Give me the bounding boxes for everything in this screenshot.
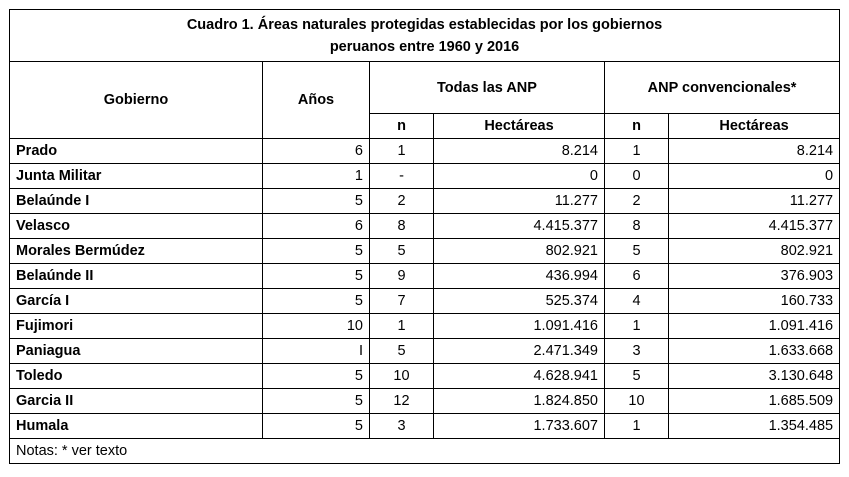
cell-anos: 5 <box>263 364 370 389</box>
table-row <box>10 364 840 389</box>
table-row <box>10 389 840 414</box>
cell-todas-n: 1 <box>370 314 434 339</box>
header-conv-hectareas: Hectáreas <box>669 114 840 139</box>
cell-anos: 1 <box>263 164 370 189</box>
cell-todas-n: 9 <box>370 264 434 289</box>
cell-todas-hectareas: 4.415.377 <box>434 214 605 239</box>
cell-todas-hectareas: 802.921 <box>434 239 605 264</box>
table-title-line-2: peruanos entre 1960 y 2016 <box>329 38 520 55</box>
cell-gobierno: Humala <box>10 414 263 439</box>
cell-gobierno: Belaúnde II <box>10 264 263 289</box>
cell-anos: I <box>263 339 370 364</box>
cell-anos: 6 <box>263 214 370 239</box>
cell-todas-hectareas: 0 <box>434 164 605 189</box>
cell-todas-hectareas: 2.471.349 <box>434 339 605 364</box>
cell-conv-hectareas: 0 <box>669 164 840 189</box>
cell-conv-hectareas: 8.214 <box>669 139 840 164</box>
table-title <box>10 10 840 62</box>
cell-gobierno: García I <box>10 289 263 314</box>
cell-todas-hectareas: 8.214 <box>434 139 605 164</box>
cell-conv-hectareas: 4.415.377 <box>669 214 840 239</box>
cell-conv-hectareas: 11.277 <box>669 189 840 214</box>
cell-gobierno: Fujimori <box>10 314 263 339</box>
cell-conv-n: 5 <box>605 239 669 264</box>
header-anos: Años <box>263 62 370 139</box>
header-todas-anp: Todas las ANP <box>370 62 605 114</box>
cell-anos: 6 <box>263 139 370 164</box>
table-row <box>10 339 840 364</box>
cell-conv-hectareas: 3.130.648 <box>669 364 840 389</box>
cell-conv-n: 1 <box>605 414 669 439</box>
table-row <box>10 314 840 339</box>
cell-conv-n: 3 <box>605 339 669 364</box>
table-row <box>10 414 840 439</box>
cell-todas-n: 8 <box>370 214 434 239</box>
cell-conv-n: 2 <box>605 189 669 214</box>
cell-gobierno: Velasco <box>10 214 263 239</box>
table-body <box>10 139 840 439</box>
cell-todas-hectareas: 4.628.941 <box>434 364 605 389</box>
cell-conv-hectareas: 1.633.668 <box>669 339 840 364</box>
header-anp-convencionales: ANP convencionales* <box>605 62 840 114</box>
header-todas-hectareas: Hectáreas <box>434 114 605 139</box>
cell-gobierno: Garcia II <box>10 389 263 414</box>
table-notes: Notas: * ver texto <box>10 439 840 464</box>
cell-anos: 5 <box>263 239 370 264</box>
table-row <box>10 214 840 239</box>
cell-conv-hectareas: 802.921 <box>669 239 840 264</box>
table-title-line-1: Cuadro 1. Áreas naturales protegidas establecidas por los gobiernos <box>186 16 663 33</box>
cell-todas-n: 3 <box>370 414 434 439</box>
cell-anos: 5 <box>263 264 370 289</box>
cell-anos: 5 <box>263 289 370 314</box>
cell-todas-n: 5 <box>370 239 434 264</box>
cell-todas-n: - <box>370 164 434 189</box>
cell-conv-n: 10 <box>605 389 669 414</box>
cell-anos: 5 <box>263 189 370 214</box>
cell-anos: 5 <box>263 414 370 439</box>
table-row <box>10 264 840 289</box>
cell-todas-hectareas: 1.824.850 <box>434 389 605 414</box>
anp-table <box>9 9 840 464</box>
cell-todas-hectareas: 525.374 <box>434 289 605 314</box>
cell-conv-n: 1 <box>605 139 669 164</box>
cell-gobierno: Paniagua <box>10 339 263 364</box>
cell-conv-n: 6 <box>605 264 669 289</box>
table-row <box>10 239 840 264</box>
cell-conv-n: 4 <box>605 289 669 314</box>
cell-conv-hectareas: 1.354.485 <box>669 414 840 439</box>
cell-todas-n: 7 <box>370 289 434 314</box>
cell-anos: 5 <box>263 389 370 414</box>
cell-gobierno: Junta Militar <box>10 164 263 189</box>
cell-anos: 10 <box>263 314 370 339</box>
cell-todas-n: 12 <box>370 389 434 414</box>
cell-conv-n: 5 <box>605 364 669 389</box>
table-row <box>10 289 840 314</box>
cell-gobierno: Belaúnde I <box>10 189 263 214</box>
cell-conv-hectareas: 1.091.416 <box>669 314 840 339</box>
header-todas-n: n <box>370 114 434 139</box>
table-row <box>10 189 840 214</box>
cell-todas-hectareas: 11.277 <box>434 189 605 214</box>
cell-todas-n: 2 <box>370 189 434 214</box>
header-conv-n: n <box>605 114 669 139</box>
cell-conv-n: 0 <box>605 164 669 189</box>
cell-conv-n: 1 <box>605 314 669 339</box>
cell-todas-n: 10 <box>370 364 434 389</box>
cell-todas-hectareas: 436.994 <box>434 264 605 289</box>
cell-conv-hectareas: 1.685.509 <box>669 389 840 414</box>
header-gobierno: Gobierno <box>10 62 263 139</box>
cell-conv-hectareas: 160.733 <box>669 289 840 314</box>
cell-todas-hectareas: 1.733.607 <box>434 414 605 439</box>
cell-gobierno: Toledo <box>10 364 263 389</box>
cell-gobierno: Prado <box>10 139 263 164</box>
cell-todas-n: 1 <box>370 139 434 164</box>
cell-todas-n: 5 <box>370 339 434 364</box>
table-row <box>10 139 840 164</box>
cell-conv-hectareas: 376.903 <box>669 264 840 289</box>
cell-conv-n: 8 <box>605 214 669 239</box>
cell-gobierno: Morales Bermúdez <box>10 239 263 264</box>
table-row <box>10 164 840 189</box>
cell-todas-hectareas: 1.091.416 <box>434 314 605 339</box>
